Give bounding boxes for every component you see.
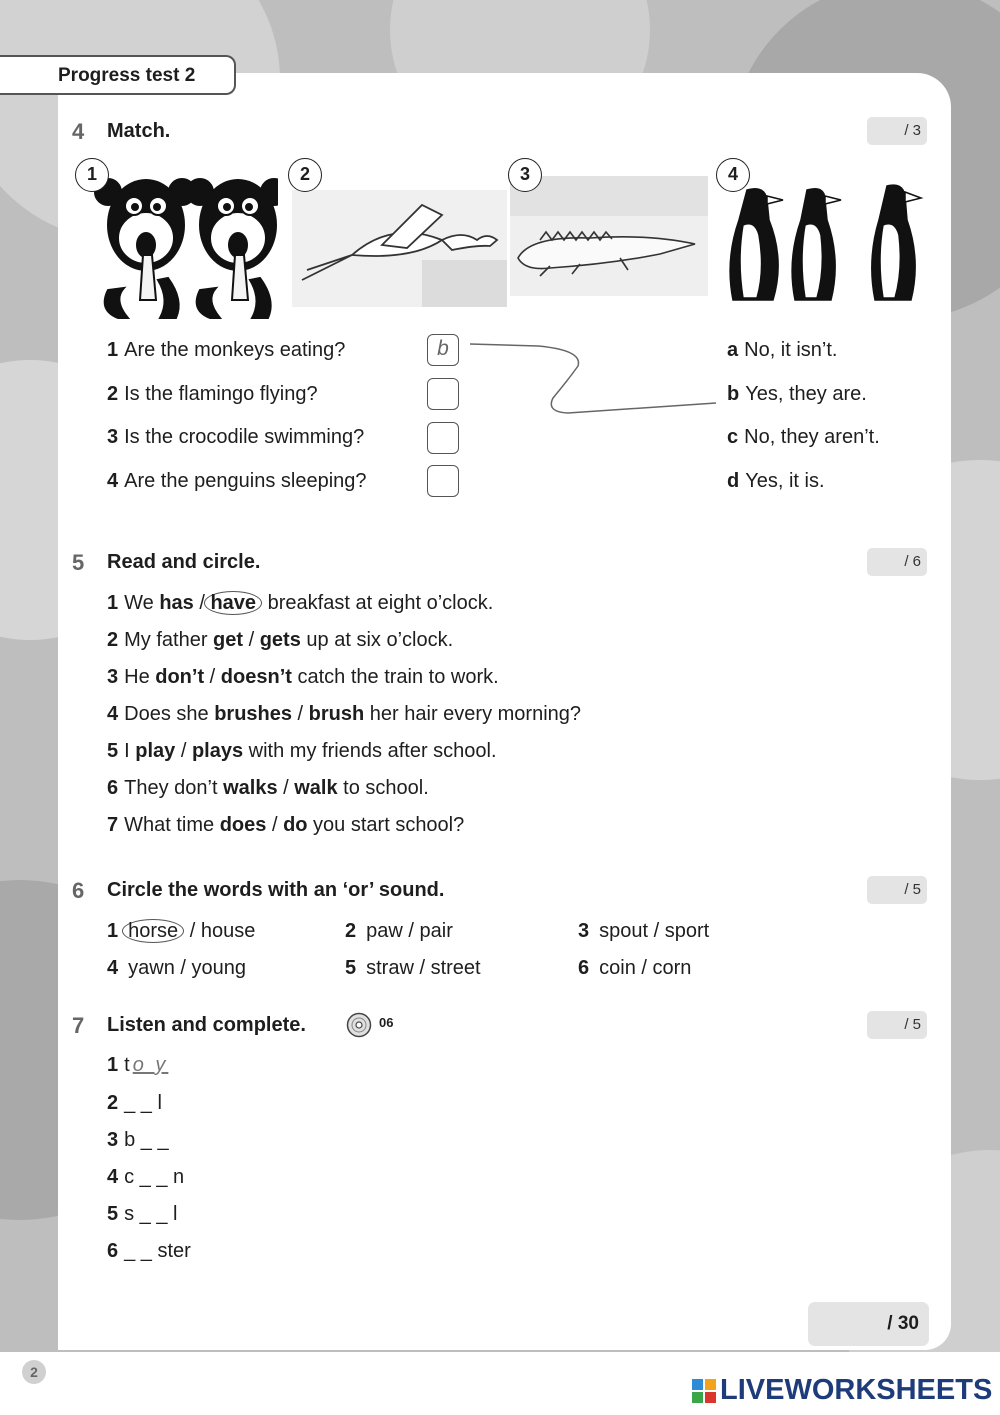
picture-2-number: 2 bbox=[288, 158, 322, 192]
q-text: Are the penguins sleeping? bbox=[124, 470, 367, 492]
ex7-item-4 bbox=[107, 1166, 184, 1189]
word-pattern[interactable]: c _ _ n bbox=[124, 1166, 185, 1188]
word-1[interactable]: spout bbox=[599, 920, 649, 942]
exercise-6-number: 6 bbox=[72, 878, 85, 903]
liveworksheets-logo: LIVEWORKSHEETS bbox=[720, 1374, 993, 1406]
q-number: 4 bbox=[107, 470, 119, 492]
text-before: Does she bbox=[124, 703, 215, 725]
matching-line bbox=[468, 340, 723, 420]
q-text: Is the crocodile swimming? bbox=[124, 426, 365, 448]
word-2[interactable]: / house bbox=[184, 920, 256, 942]
choice-2[interactable]: walk bbox=[294, 777, 338, 799]
word-pattern[interactable]: _ _ ster bbox=[124, 1240, 191, 1262]
item-number: 5 bbox=[345, 957, 357, 979]
choice-1[interactable]: walks bbox=[223, 777, 278, 799]
ex5-item-6 bbox=[107, 777, 429, 800]
ex7-item-6 bbox=[107, 1240, 191, 1263]
item-number: 5 bbox=[107, 740, 119, 762]
exercise-6-score: / 5 bbox=[867, 876, 927, 904]
item-number: 1 bbox=[107, 1054, 119, 1076]
item-number: 3 bbox=[107, 666, 119, 688]
item-number: 1 bbox=[107, 920, 119, 942]
item-number: 2 bbox=[107, 629, 119, 651]
picture-1-number: 1 bbox=[75, 158, 109, 192]
choice-2[interactable]: doesn’t bbox=[220, 666, 292, 688]
total-score: / 30 bbox=[808, 1302, 929, 1346]
ex6-item-4 bbox=[107, 957, 246, 980]
option-letter: b bbox=[727, 383, 740, 405]
ex4-question-4 bbox=[107, 470, 367, 493]
item-number: 6 bbox=[107, 777, 119, 799]
exercise-7-title: Listen and complete. bbox=[107, 1014, 306, 1036]
ex5-item-3 bbox=[107, 666, 499, 689]
item-number: 4 bbox=[107, 703, 119, 725]
ex6-item-3 bbox=[578, 920, 709, 943]
choice-1[interactable]: brushes bbox=[214, 703, 292, 725]
exercise-4-title: Match. bbox=[107, 120, 171, 142]
option-letter: c bbox=[727, 426, 739, 448]
crocodile-picture bbox=[510, 176, 708, 296]
word-pattern[interactable]: _ _ l bbox=[124, 1092, 162, 1114]
exercise-7-score: / 5 bbox=[867, 1011, 927, 1039]
ex5-item-7 bbox=[107, 814, 464, 837]
item-number: 3 bbox=[107, 1129, 119, 1151]
text-after: you start school? bbox=[307, 814, 465, 836]
item-number: 6 bbox=[578, 957, 590, 979]
choice-1[interactable]: has bbox=[159, 592, 194, 614]
picture-4-number: 4 bbox=[716, 158, 750, 192]
q-number: 3 bbox=[107, 426, 119, 448]
q-text: Are the monkeys eating? bbox=[124, 339, 346, 361]
answer-box-3[interactable] bbox=[427, 422, 459, 454]
item-number: 6 bbox=[107, 1240, 119, 1262]
q-text: Is the flamingo flying? bbox=[124, 383, 318, 405]
word-1[interactable]: straw bbox=[366, 957, 414, 979]
choice-2[interactable]: brush bbox=[308, 703, 365, 725]
text-after: to school. bbox=[337, 777, 429, 799]
exercise-5-score: / 6 bbox=[867, 548, 927, 576]
ex5-item-4 bbox=[107, 703, 581, 726]
ex7-item-1 bbox=[107, 1054, 168, 1077]
item-number: 1 bbox=[107, 592, 119, 614]
ex6-item-1 bbox=[107, 920, 255, 943]
ex5-item-5 bbox=[107, 740, 497, 763]
word-1[interactable]: paw bbox=[366, 920, 403, 942]
penguins-picture bbox=[725, 180, 925, 308]
flamingo-flying-picture bbox=[292, 160, 507, 307]
q-number: 2 bbox=[107, 383, 119, 405]
word-1[interactable]: yawn bbox=[128, 957, 175, 979]
word-pattern[interactable]: b _ _ bbox=[124, 1129, 169, 1151]
word-pattern[interactable]: s _ _ l bbox=[124, 1203, 178, 1225]
text-after: catch the train to work. bbox=[291, 666, 499, 688]
answer-box-4[interactable] bbox=[427, 465, 459, 497]
page-number: 2 bbox=[22, 1360, 46, 1384]
exercise-6-title: Circle the words with an ‘or’ sound. bbox=[107, 879, 445, 901]
ex4-option-b bbox=[727, 383, 867, 406]
separator: / bbox=[243, 629, 260, 651]
ex4-question-2 bbox=[107, 383, 318, 406]
choice-2[interactable]: do bbox=[283, 814, 308, 836]
item-number: 2 bbox=[107, 1092, 119, 1114]
ex4-option-d bbox=[727, 470, 825, 493]
separator: / bbox=[266, 814, 284, 836]
choice-1[interactable]: don’t bbox=[155, 666, 205, 688]
option-text: Yes, it is. bbox=[745, 470, 825, 492]
item-number: 2 bbox=[345, 920, 357, 942]
separator: / bbox=[204, 666, 221, 688]
ex6-item-6 bbox=[578, 957, 691, 980]
option-text: Yes, they are. bbox=[745, 383, 867, 405]
liveworksheets-logo-icon bbox=[692, 1379, 716, 1403]
exercise-5-title: Read and circle. bbox=[107, 551, 261, 573]
choice-1[interactable]: get bbox=[213, 629, 244, 651]
text-before: They don’t bbox=[124, 777, 224, 799]
ex5-item-1 bbox=[107, 592, 493, 615]
audio-track-number: 06 bbox=[379, 1015, 394, 1030]
item-number: 5 bbox=[107, 1203, 119, 1225]
word-pattern: t bbox=[124, 1054, 130, 1076]
text-before: What time bbox=[124, 814, 220, 836]
word-1-circled[interactable]: horse bbox=[122, 919, 184, 943]
item-number: 4 bbox=[107, 957, 119, 979]
answer-box-1[interactable]: b bbox=[427, 334, 459, 366]
choice-2[interactable]: gets bbox=[259, 629, 301, 651]
choice-2-circled[interactable]: have bbox=[204, 591, 262, 615]
separator: / bbox=[292, 703, 309, 725]
ex7-item-3 bbox=[107, 1129, 169, 1152]
text-before: We bbox=[124, 592, 160, 614]
text-before: He bbox=[124, 666, 156, 688]
choice-1[interactable]: play bbox=[135, 740, 176, 762]
exercise-4-score: / 3 bbox=[867, 117, 927, 145]
exercise-5-number: 5 bbox=[72, 550, 85, 575]
item-number: 3 bbox=[578, 920, 590, 942]
written-answer[interactable]: o y bbox=[132, 1054, 169, 1076]
separator: / bbox=[277, 777, 295, 799]
text-after: with my friends after school. bbox=[243, 740, 497, 762]
word-2[interactable]: / corn bbox=[635, 957, 692, 979]
word-1[interactable]: coin bbox=[599, 957, 636, 979]
option-text: No, they aren’t. bbox=[744, 426, 880, 448]
exercise-4-number: 4 bbox=[72, 119, 85, 144]
text-after: breakfast at eight o’clock. bbox=[262, 592, 494, 614]
ex6-item-2 bbox=[345, 920, 453, 943]
monkeys-eating-picture bbox=[88, 160, 278, 320]
ex4-option-c bbox=[727, 426, 880, 449]
word-2[interactable]: / pair bbox=[402, 920, 453, 942]
text-before: My father bbox=[124, 629, 214, 651]
ex4-option-a bbox=[727, 339, 837, 362]
ex4-question-1 bbox=[107, 339, 345, 362]
exercise-7-number: 7 bbox=[72, 1013, 85, 1038]
option-letter: d bbox=[727, 470, 740, 492]
ex4-question-3 bbox=[107, 426, 364, 449]
word-2[interactable]: / street bbox=[413, 957, 481, 979]
text-after: up at six o’clock. bbox=[300, 629, 454, 651]
option-text: No, it isn’t. bbox=[744, 339, 838, 361]
text-before: I bbox=[124, 740, 136, 762]
answer-box-2[interactable] bbox=[427, 378, 459, 410]
ex5-item-2 bbox=[107, 629, 453, 652]
separator: / bbox=[193, 592, 211, 614]
choice-1[interactable]: does bbox=[219, 814, 267, 836]
picture-3-number: 3 bbox=[508, 158, 542, 192]
ex7-item-2 bbox=[107, 1092, 162, 1115]
q-number: 1 bbox=[107, 339, 119, 361]
ex6-item-5 bbox=[345, 957, 481, 980]
word-2[interactable]: / sport bbox=[648, 920, 710, 942]
audio-cd-icon[interactable] bbox=[346, 1012, 372, 1038]
text-after: her hair every morning? bbox=[364, 703, 582, 725]
item-number: 4 bbox=[107, 1166, 119, 1188]
ex7-item-5 bbox=[107, 1203, 177, 1226]
option-letter: a bbox=[727, 339, 739, 361]
page-tab-title: Progress test 2 bbox=[0, 55, 236, 95]
separator: / bbox=[175, 740, 192, 762]
word-2[interactable]: / young bbox=[174, 957, 246, 979]
choice-2[interactable]: plays bbox=[191, 740, 244, 762]
item-number: 7 bbox=[107, 814, 119, 836]
